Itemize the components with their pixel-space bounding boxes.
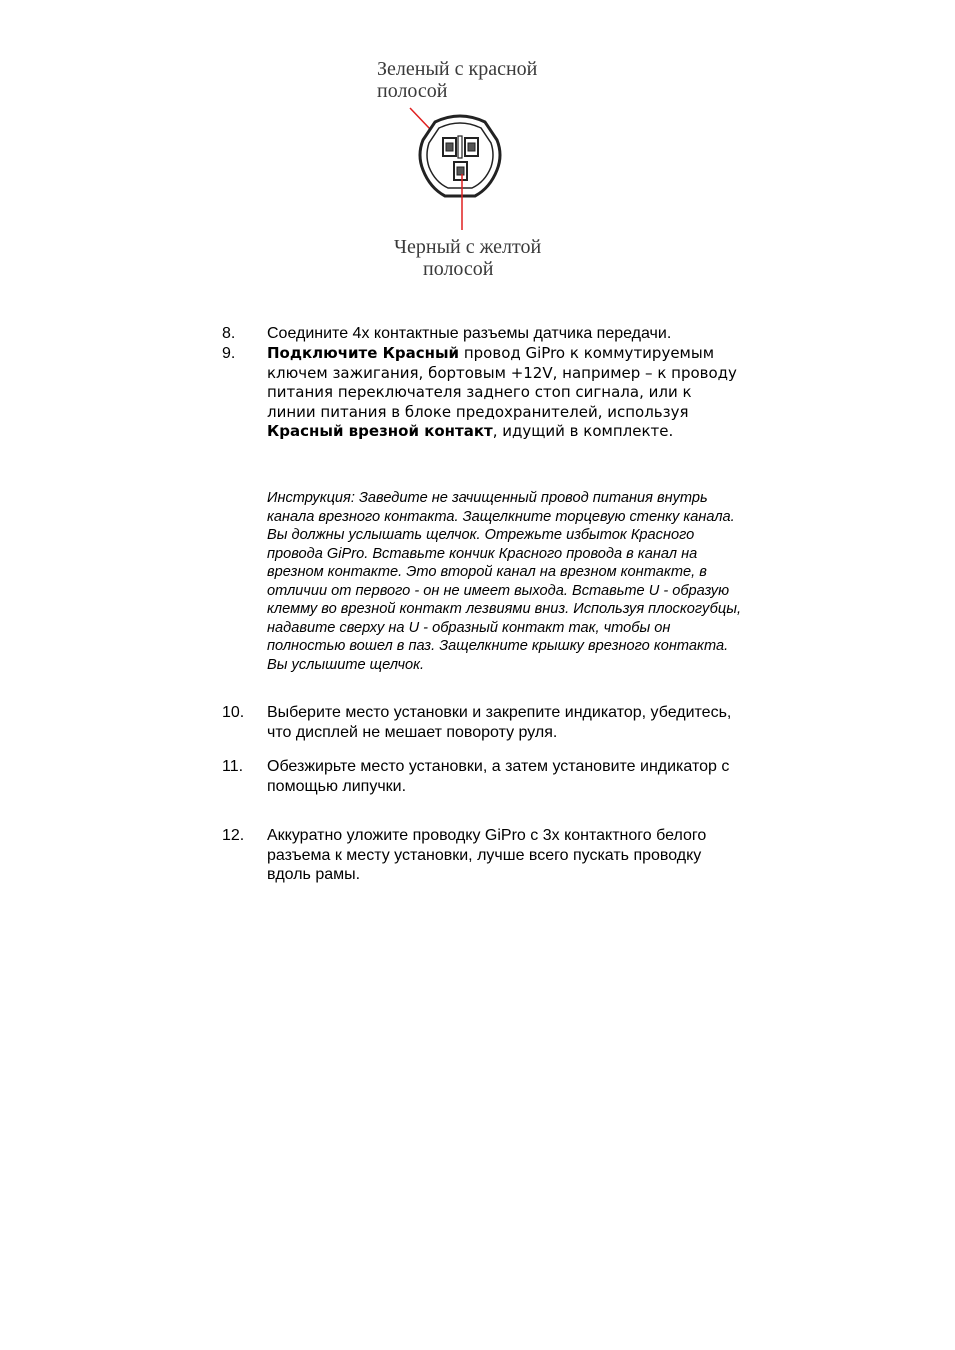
step-9 xyxy=(222,344,742,442)
step-number: 9. xyxy=(222,345,236,362)
connector-label-black-yellow xyxy=(394,236,541,280)
bold-text: Красный врезной контакт xyxy=(267,422,493,440)
step-number: 10. xyxy=(222,704,245,721)
label-line: полосой xyxy=(377,80,448,102)
pin-right-core xyxy=(468,143,475,151)
text-span: провод GiPro к коммутируемым ключем зажигания, бортовым +12V, например – к проводу питания переключателя заднего стоп сигнала, или к линии питания в блоке предохранителей, используя xyxy=(267,344,737,421)
label-line: полосой xyxy=(423,258,494,280)
step-number: 8. xyxy=(222,325,236,342)
step-8 xyxy=(222,324,742,344)
connector-label-green-red xyxy=(377,58,537,102)
pin-left-core xyxy=(446,143,453,151)
bold-text: Подключите Красный xyxy=(267,344,460,362)
step-10 xyxy=(222,703,742,742)
connector-divider xyxy=(458,136,462,158)
instruction-note: Инструкция: Заведите не зачищенный провод питания внутрь канала врезного контакта. Защелкните торцевую стенку канала. Вы должны услышать щелчок. Отрежьте избыток Красного провода GiPro. Вставьте кончик Красного провода в канал на врезном контакте. Это второй канал на врезном контакте, в отличии от первого - он не имеет выхода. Вставьте U - образую клемму во врезной контакт лезвиями вниз. Используя плоскогубцы, надавите сверху на U - образный контакт так, чтобы он полностью вошел в паз. Защелкните крышку врезного контакта. Вы услышите щелчок. xyxy=(267,490,742,673)
pin-bottom-core xyxy=(457,167,464,175)
text-span: , идущий в комплекте. xyxy=(492,422,674,440)
label-line: Зеленый с красной xyxy=(377,58,538,80)
step-text: Обезжирьте место установки, а затем установите индикатор с помощью липучки. xyxy=(267,758,730,795)
step-12 xyxy=(222,826,742,885)
label-line: Черный с желтой xyxy=(394,236,542,258)
step-number: 11. xyxy=(222,758,244,775)
step-text: Аккуратно уложите проводку GiPro с 3х контактного белого разъема к месту установки, лучше всего пускать проводку вдоль рамы. xyxy=(267,827,707,883)
step-text: Выберите место установки и закрепите индикатор, убедитесь, что дисплей не мешает повороту руля. xyxy=(267,704,732,741)
step-text: Соедините 4х контактные разъемы датчика передачи. xyxy=(267,325,672,342)
step-11 xyxy=(222,757,742,796)
connector-diagram xyxy=(405,100,515,230)
step-text xyxy=(267,344,742,442)
step-number: 12. xyxy=(222,827,245,844)
